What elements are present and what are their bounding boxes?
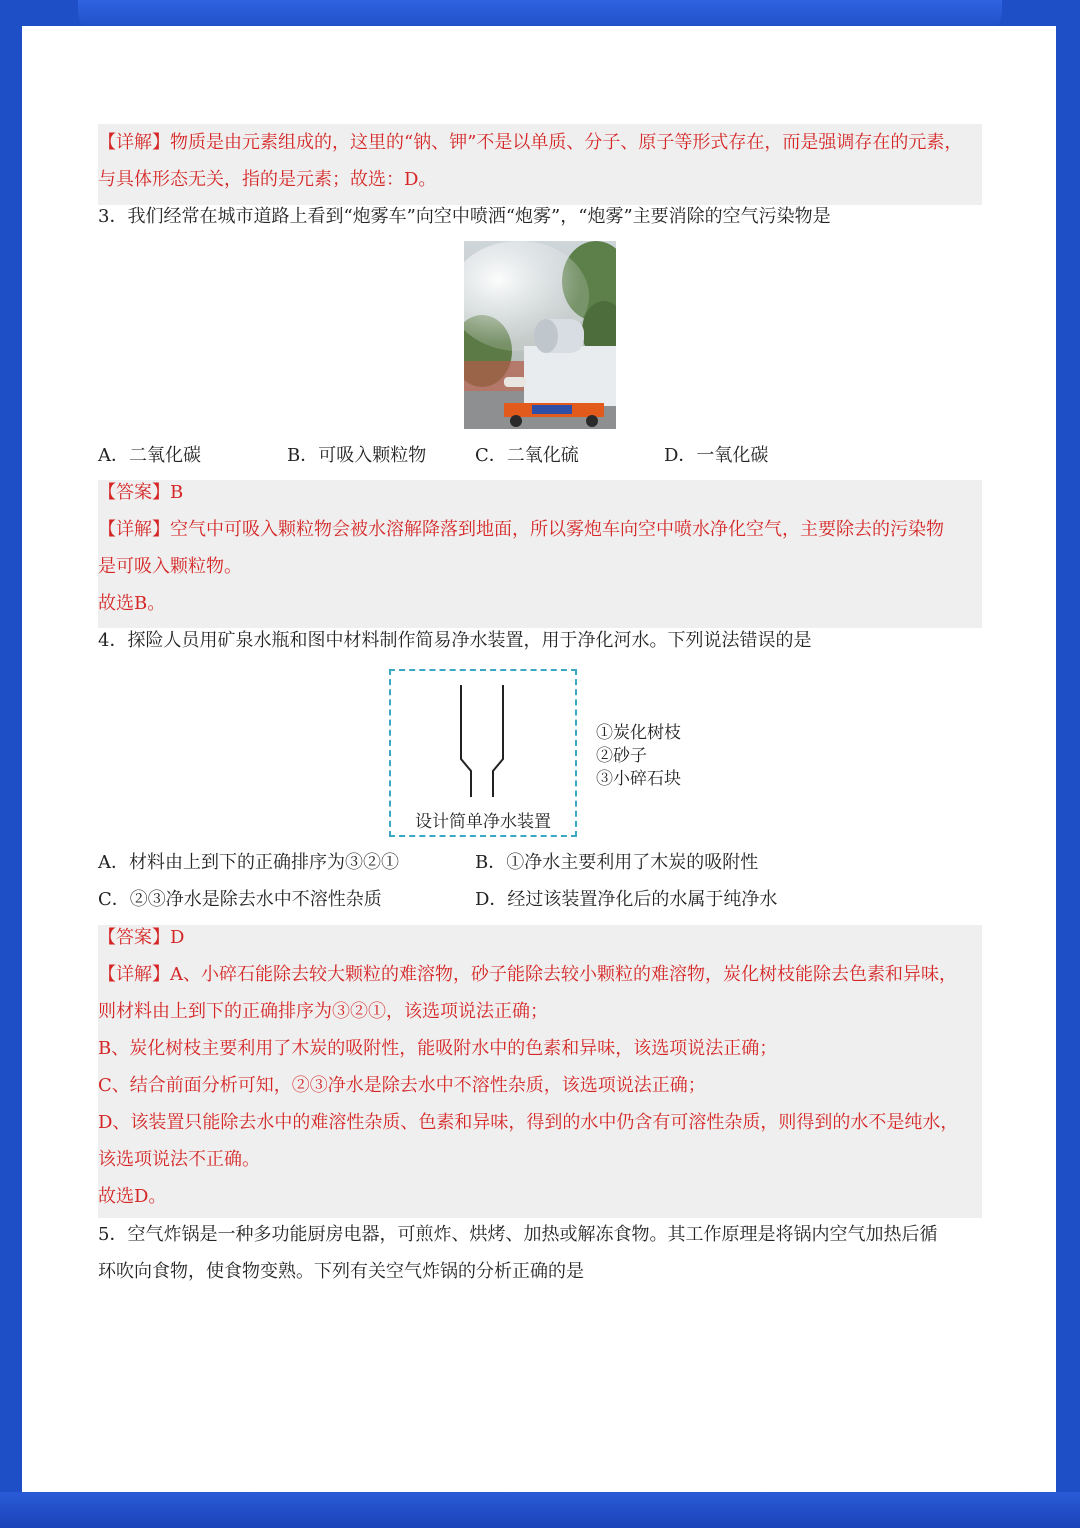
q4-detail-line4: C、结合前面分析可知，②③净水是除去水中不溶性杂质，该选项说法正确； — [98, 1075, 706, 1096]
q4-answer: 【答案】D — [98, 927, 185, 948]
q2-detail-line2: 与具体形态无关，指的是元素；故选：D。 — [98, 169, 437, 190]
legend-item-charcoal: ①炭化树枝 — [596, 723, 681, 743]
q4-conclusion: 故选D。 — [98, 1186, 167, 1207]
q2-detail-line1: 【详解】物质是由元素组成的，这里的“钠、钾”不是以单质、分子、原子等形式存在，而是强调存在的元素， — [98, 132, 963, 153]
q4-option-d: D．经过该装置净化后的水属于纯净水 — [475, 889, 778, 910]
q4-detail-line1: 【详解】A、小碎石能除去较大颗粒的难溶物，砂子能除去较小颗粒的难溶物，炭化树枝能除去色素和异味， — [98, 964, 957, 985]
q4-stem: 4．探险人员用矿泉水瓶和图中材料制作简易净水装置，用于净化河水。下列说法错误的是 — [98, 630, 812, 651]
q4-option-a: A．材料由上到下的正确排序为③②① — [98, 852, 399, 873]
q4-detail-line6: 该选项说法不正确。 — [98, 1149, 260, 1170]
fog-cannon-truck-photo — [464, 241, 616, 429]
legend-item-gravel: ③小碎石块 — [596, 769, 681, 789]
q4-detail-line2: 则材料由上到下的正确排序为③②①，该选项说法正确； — [98, 1001, 548, 1022]
q3-detail-line1: 【详解】空气中可吸入颗粒物会被水溶解降落到地面，所以雾炮车向空中喷水净化空气，主要除去的污染物 — [98, 519, 944, 540]
q3-answer: 【答案】B — [98, 482, 184, 503]
q5-stem-line2: 环吹向食物，使食物变熟。下列有关空气炸锅的分析正确的是 — [98, 1261, 584, 1282]
q3-option-d: D．一氧化碳 — [664, 445, 769, 466]
q4-detail-line5: D、该装置只能除去水中的难溶性杂质、色素和异味，得到的水中仍含有可溶性杂质，则得到的水不是纯水， — [98, 1112, 959, 1133]
figure-caption: 设计简单净水装置 — [415, 812, 551, 832]
q3-stem: 3．我们经常在城市道路上看到“炮雾车”向空中喷洒“炮雾”，“炮雾”主要消除的空气污染物是 — [98, 206, 831, 227]
bottom-frame-bar — [0, 1492, 1080, 1528]
bottle-outline-icon — [391, 671, 575, 801]
q3-option-c: C．二氧化硫 — [475, 445, 579, 466]
q4-detail-line3: B、炭化树枝主要利用了木炭的吸附性，能吸附水中的色素和异味，该选项说法正确； — [98, 1038, 778, 1059]
q4-option-b: B．①净水主要利用了木炭的吸附性 — [475, 852, 759, 873]
q3-detail-line2: 是可吸入颗粒物。 — [98, 556, 242, 577]
water-purifier-figure — [389, 669, 577, 837]
legend-item-sand: ②砂子 — [596, 746, 647, 766]
q5-stem-line1: 5．空气炸锅是一种多功能厨房电器，可煎炸、烘烤、加热或解冻食物。其工作原理是将锅内空气加热后循 — [98, 1224, 938, 1245]
q4-option-c: C．②③净水是除去水中不溶性杂质 — [98, 889, 382, 910]
q3-option-a: A．二氧化碳 — [98, 445, 201, 466]
q3-option-b: B．可吸入颗粒物 — [287, 445, 427, 466]
q3-conclusion: 故选B。 — [98, 593, 166, 614]
